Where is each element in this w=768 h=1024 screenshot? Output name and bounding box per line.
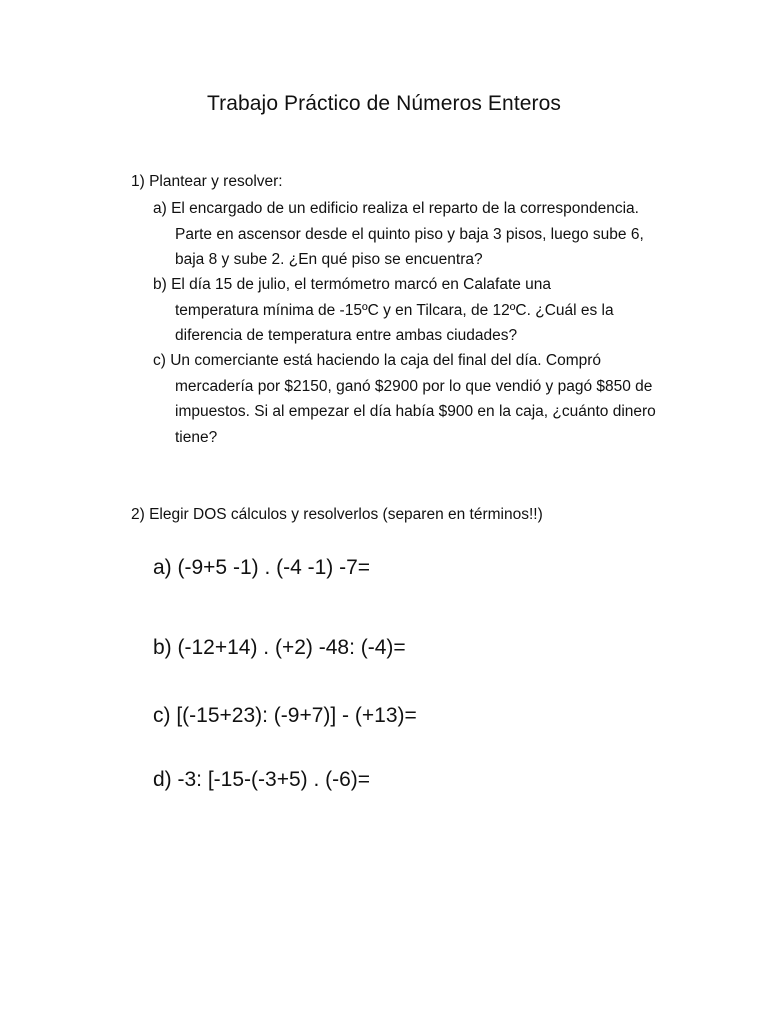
problem-b-first-line: b) El día 15 de julio, el termómetro marcó en Calafate una: [153, 276, 552, 293]
problem-c-text: mercadería por $2150, ganó $2900 por lo que vendió y pagó $850 de impuestos. Si al empezar el día había $900 en la caja, ¿cuánto dinero tiene?: [175, 377, 656, 446]
document-title: Trabajo Práctico de Números Enteros: [206, 92, 562, 115]
calculation-d: d) -3: [-15-(-3+5) . (-6)=: [153, 768, 371, 791]
problem-a-first-line: a) El encargado de un edificio realiza el reparto de la correspondencia.: [153, 200, 639, 217]
calculation-b: b) (-12+14) . (+2) -48: (-4)=: [153, 636, 406, 659]
problem-b: [153, 272, 673, 349]
section-1-heading: 1) Plantear y resolver:: [131, 173, 283, 190]
problem-a-text: Parte en ascensor desde el quinto piso y baja 3 pisos, luego sube 6, baja 8 y sube 2. ¿En qué piso se encuentra?: [175, 225, 644, 268]
problem-b-text: temperatura mínima de -15ºC y en Tilcara, de 12ºC. ¿Cuál es la diferencia de temperatura entre ambas ciudades?: [175, 301, 614, 344]
section-2-heading: 2) Elegir DOS cálculos y resolverlos (separen en términos!!): [131, 506, 543, 523]
problem-c: [153, 348, 673, 450]
calculation-a: a) (-9+5 -1) . (-4 -1) -7=: [153, 556, 371, 579]
problem-a: [153, 196, 673, 273]
problem-c-first-line: c) Un comerciante está haciendo la caja del final del día. Compró: [153, 352, 602, 369]
calculation-c: c) [(-15+23): (-9+7)] - (+13)=: [153, 704, 417, 727]
